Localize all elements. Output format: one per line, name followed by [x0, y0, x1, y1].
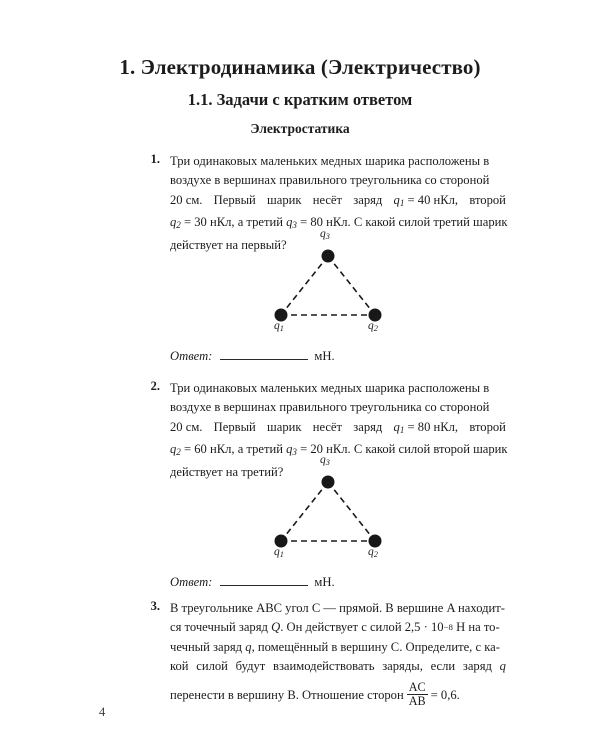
line-text: заряд [353, 419, 383, 434]
page-title: 1. Электродинамика (Электричество) [119, 55, 481, 79]
subscript-3: 3 [292, 220, 297, 231]
answer-line-2[interactable] [170, 574, 335, 590]
line-text: Н на то- [456, 620, 500, 635]
line-text: силой [196, 659, 228, 674]
line-text: воздухе в вершинах правильного треугольника со стороной [170, 400, 490, 415]
triangle-figure-1 [250, 228, 410, 333]
problem-3-line-1 [170, 599, 506, 618]
answer-unit: мН. [314, 575, 335, 589]
charge-dot-q3 [322, 250, 335, 263]
line-text: кой [170, 659, 189, 674]
line-text: шарик [267, 419, 302, 434]
problem-2-line-2 [170, 398, 506, 417]
line-text: шарик [267, 192, 302, 207]
triangle-side-left [281, 482, 328, 541]
variable-q: q [274, 546, 280, 558]
line-text: ся точечный заряд [170, 620, 268, 635]
line-text: заряд [462, 659, 492, 674]
line-text: несёт [312, 419, 343, 434]
variable-q: q [170, 215, 177, 230]
line-text: Первый [213, 192, 256, 207]
problem-2-line-3 [170, 418, 506, 440]
problem-3-line-3 [170, 638, 506, 657]
figure-label-q2 [368, 320, 378, 333]
charge-value: = 40 нКл, [407, 192, 459, 207]
problem-1-line-1 [170, 152, 506, 171]
subscript-2: 2 [176, 220, 181, 231]
triangle-diagram-svg [250, 232, 410, 332]
fraction-denominator: AB [408, 694, 426, 709]
charge-q1-expression [394, 418, 459, 440]
line-text: воздухе в вершинах правильного треугольника со стороной [170, 173, 490, 188]
variable-q: q [368, 546, 374, 558]
triangle-diagram-svg [250, 458, 410, 558]
answer-label: Ответ: [170, 575, 213, 589]
answer-line-1[interactable] [170, 348, 335, 364]
variable-q: q [274, 320, 280, 332]
triangle-side-left [281, 256, 328, 315]
answer-blank-input[interactable] [220, 574, 308, 586]
line-text: Три одинаковых маленьких медных шарика расположены в [170, 381, 490, 395]
charge-value: = 30 нКл, а третий [183, 215, 283, 230]
line-text: действует на третий? [170, 464, 284, 479]
line-text: чечный заряд [170, 639, 243, 654]
line-text: заряды, [382, 659, 423, 674]
variable-q: q [393, 419, 400, 434]
line-text: В треугольнике ABC угол C — прямой. В вершине A находит- [170, 601, 505, 615]
line-text: 20 см. [170, 192, 203, 207]
fraction-numerator: AC [408, 679, 426, 694]
variable-q: q [320, 228, 326, 240]
exponent: −8 [443, 622, 453, 633]
figure-label-q3 [320, 228, 330, 241]
charge-q1-expression [394, 191, 459, 213]
triangle-figure-2 [250, 454, 410, 559]
charge-value: = 80 нКл, [407, 419, 459, 434]
subscript-3: 3 [325, 457, 330, 467]
line-text: 20 см. [170, 419, 203, 434]
problem-1-line-2 [170, 171, 506, 190]
force-value: . Он действует с силой 2,5 · 10 [280, 620, 444, 635]
problem-3-number: 3. [150, 599, 160, 613]
line-text: Три одинаковых маленьких медных шарика расположены в [170, 154, 490, 168]
subscript-2: 2 [176, 447, 181, 458]
subscript-1: 1 [279, 323, 284, 333]
line-text: , помещённый в вершину C. Определите, с ка- [251, 639, 500, 654]
triangle-side-right [328, 256, 375, 315]
figure-label-q3 [320, 454, 330, 467]
line-text: Первый [213, 419, 256, 434]
line-text: будут [235, 659, 266, 674]
subscript-3: 3 [292, 447, 297, 458]
charge-value: = 80 нКл. С какой силой третий шарик [300, 215, 508, 230]
line-text: заряд [353, 192, 383, 207]
line-text: перенести в вершину B. Отношение сторон [170, 688, 404, 703]
problem-1-line-3 [170, 191, 506, 213]
line-text: второй [469, 192, 506, 207]
problem-3-line-2 [170, 618, 506, 637]
subscript-1: 1 [399, 424, 405, 435]
charge-value: = 60 нКл, а третий [183, 442, 283, 457]
line-text: действует на первый? [170, 237, 287, 252]
subscript-2: 2 [373, 323, 378, 333]
answer-label: Ответ: [170, 349, 213, 363]
problem-2-number: 2. [150, 379, 160, 393]
problem-3-line-5 [170, 679, 506, 710]
answer-blank-input[interactable] [220, 348, 308, 360]
line-text: второй [469, 419, 506, 434]
ratio-fraction [407, 681, 428, 709]
line-text: взаимодействовать [273, 659, 375, 674]
figure-label-q1 [274, 546, 284, 559]
line-text: если [430, 659, 456, 674]
problem-3-line-4 [170, 657, 506, 676]
variable-q: q [286, 215, 293, 230]
problem-2-line-1 [170, 379, 506, 398]
charge-value: = 20 нКл. С какой силой второй шарик [300, 442, 508, 457]
section-title: 1.1. Задачи с кратким ответом [187, 90, 413, 109]
variable-q: q [393, 192, 400, 207]
variable-q: q [499, 659, 506, 674]
fraction-value: = 0,6. [430, 688, 460, 703]
figure-label-q1 [274, 320, 284, 333]
figure-label-q2 [368, 546, 378, 559]
variable-q: q [245, 639, 252, 654]
problem-1-number: 1. [150, 152, 160, 166]
variable-q: q [286, 442, 293, 457]
line-text: несёт [312, 192, 343, 207]
subsection-title: Электростатика [250, 121, 350, 136]
triangle-side-right [328, 482, 375, 541]
variable-q: q [170, 442, 177, 457]
subscript-1: 1 [279, 549, 284, 559]
subscript-1: 1 [399, 197, 405, 208]
page-number: 4 [99, 705, 106, 719]
variable-q: q [368, 320, 374, 332]
variable-q: q [320, 454, 326, 466]
subscript-3: 3 [325, 231, 330, 241]
problem-3-text [170, 599, 506, 710]
variable-Q: Q [271, 620, 281, 635]
answer-unit: мН. [314, 349, 335, 363]
subscript-2: 2 [373, 549, 378, 559]
charge-dot-q3 [322, 476, 335, 489]
